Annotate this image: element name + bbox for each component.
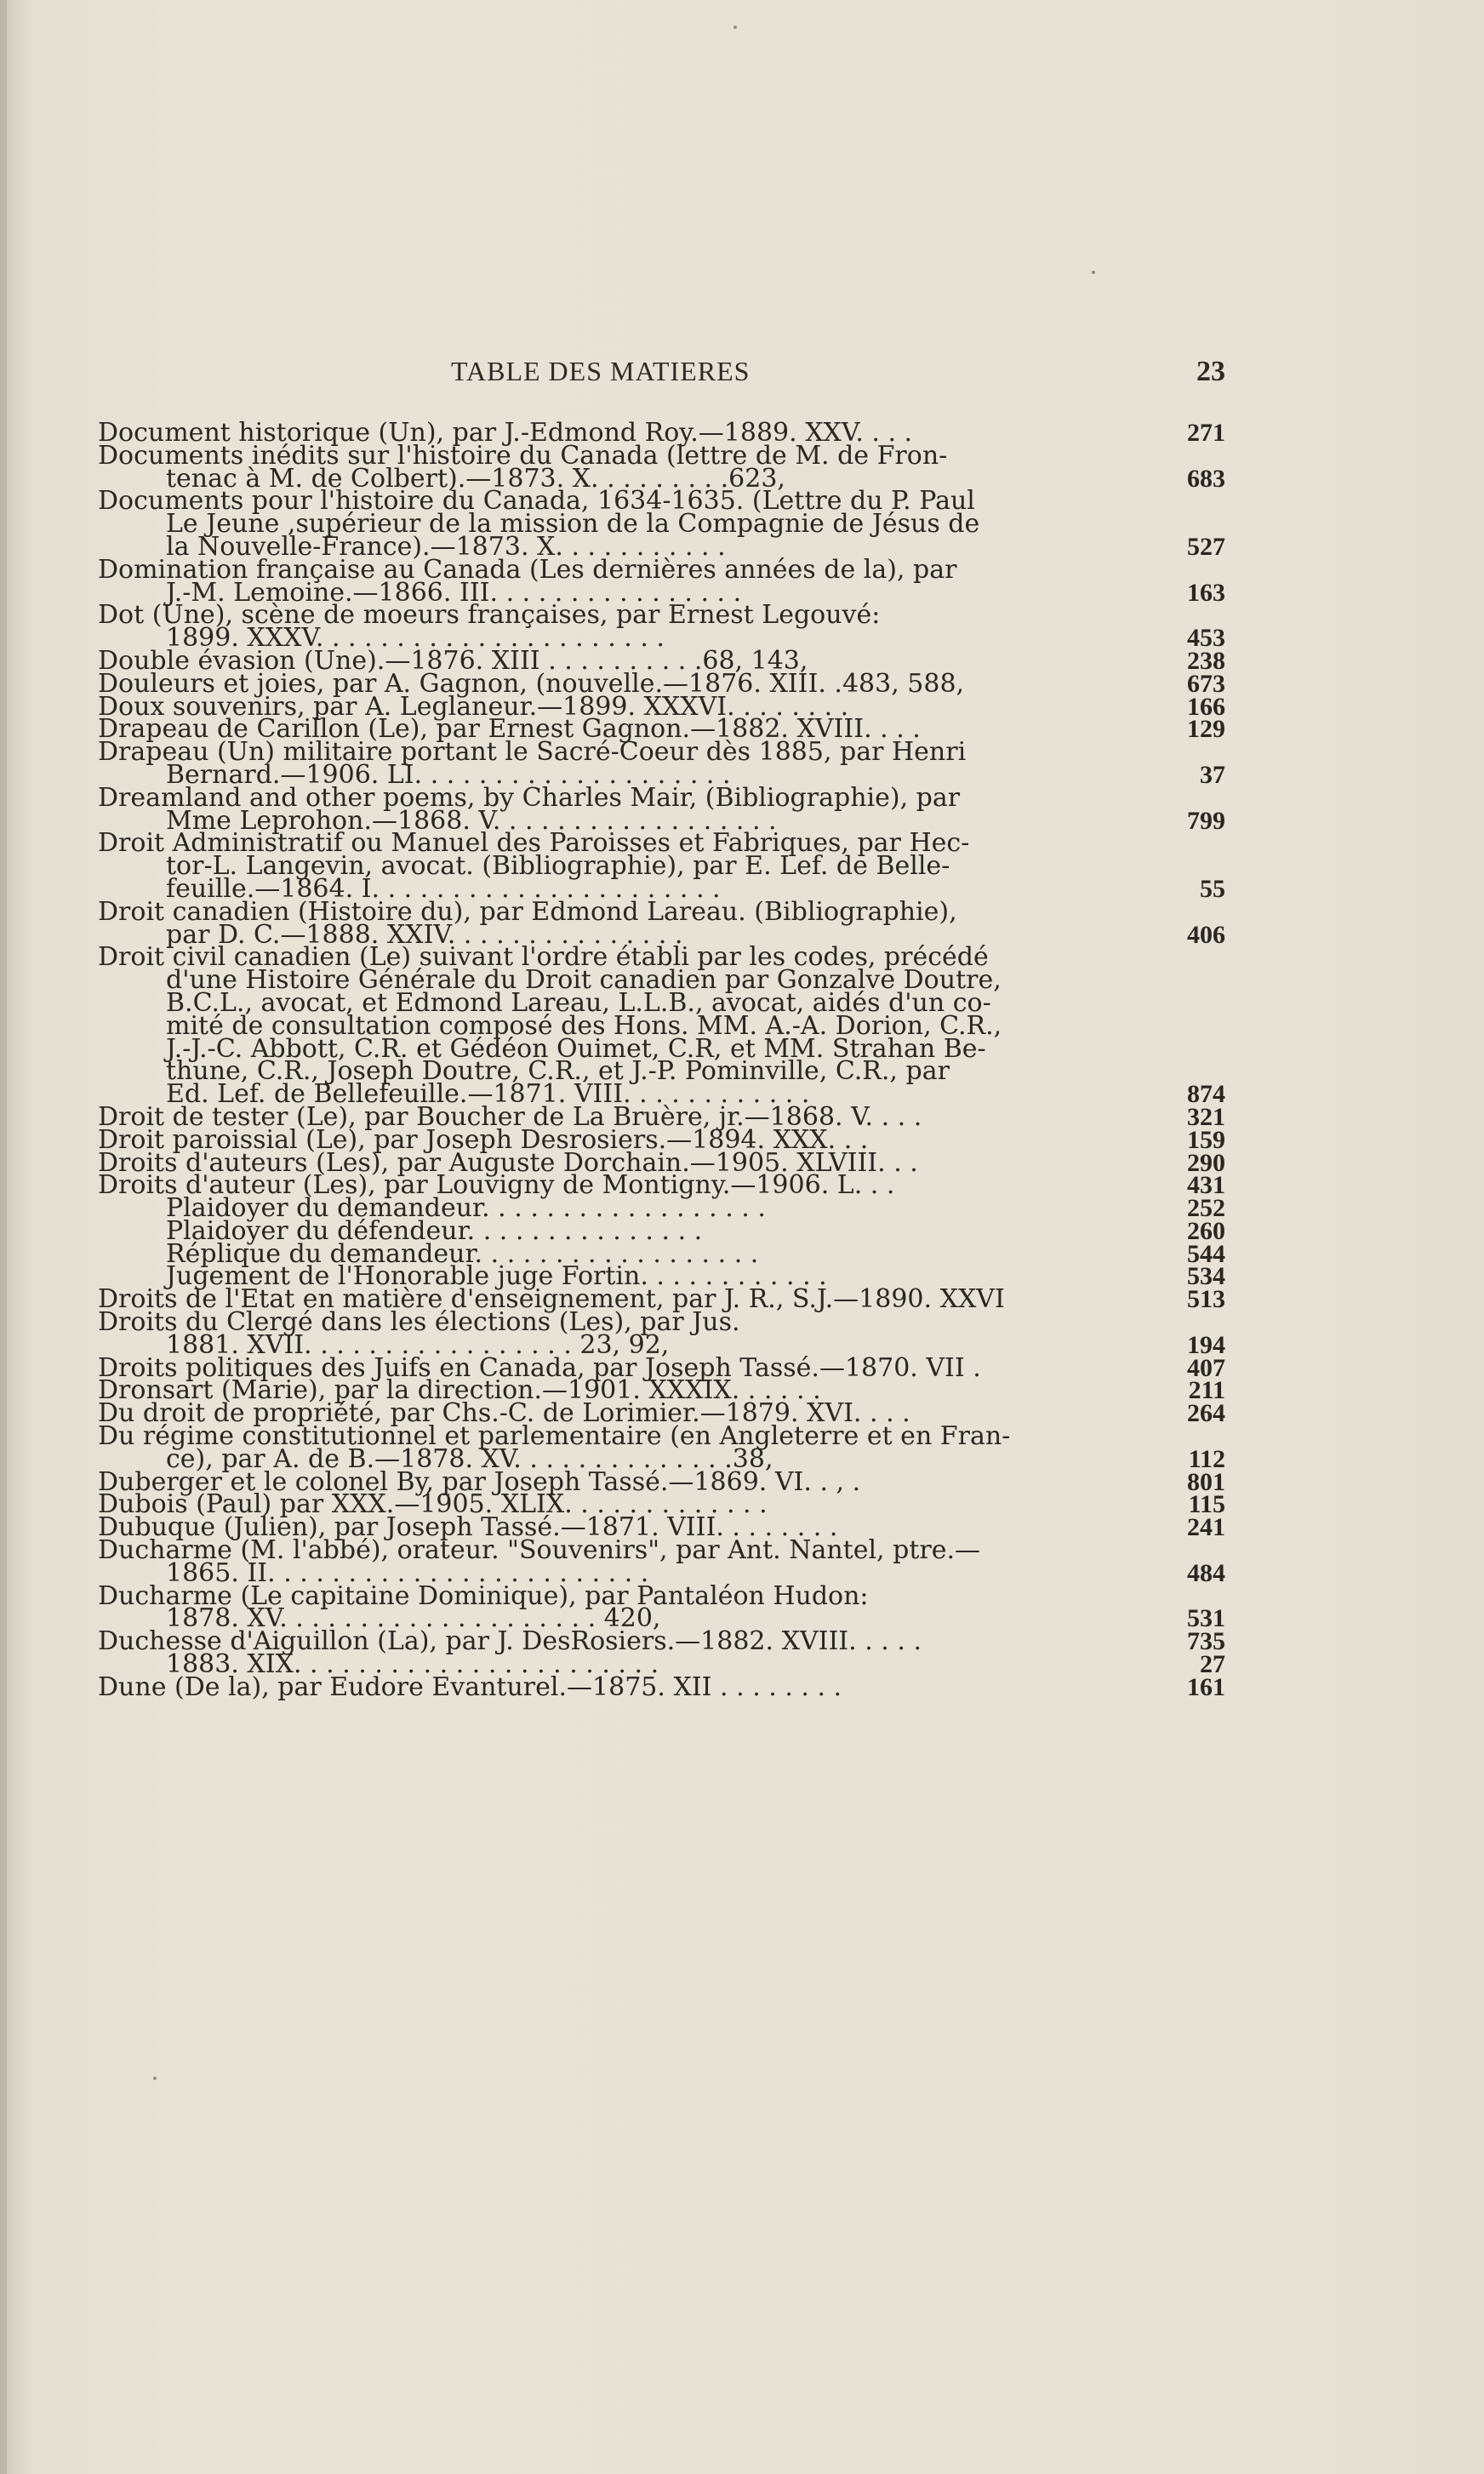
index-entry	[98, 486, 1225, 562]
entry-line-text: Dubuque (Julien), par Joseph Tassé.—1871. VIII. . . . . . . .	[98, 1512, 838, 1543]
entry-line-text: 1881. XVII. . . . . . . . . . . . . . . . . 23, 92,	[166, 1329, 670, 1360]
entry-line-text: Dreamland and other poems, by Charles Mair, (Bibliographie), par	[98, 782, 961, 813]
entry-line-text: Documents pour l'histoire du Canada, 1634-1635. (Lettre du P. Paul	[98, 486, 975, 517]
entry-line-text: feuille.—1864. I. . . . . . . . . . . . . . . . . . . . . .	[166, 873, 721, 904]
index-entry	[98, 737, 1225, 790]
entry-line-text: Documents inédits sur l'histoire du Canada (lettre de M. de Fron-	[98, 440, 948, 471]
entry-line-text: Document historique (Un), par J.-Edmond Roy.—1889. XXV. . . .	[98, 418, 913, 448]
paper-speck	[153, 2077, 157, 2080]
entry-line-text: Jugement de l'Honorable juge Fortin. . . . . . . . . . . .	[166, 1261, 827, 1292]
running-head	[102, 356, 1225, 398]
paper-speck	[733, 26, 737, 29]
page-reference: 194	[1187, 1330, 1225, 1359]
index-entry	[98, 600, 1225, 654]
page-reference: 55	[1200, 874, 1225, 903]
page-reference: 673	[1187, 669, 1225, 698]
running-title: TABLE DES MATIERES	[451, 356, 751, 386]
entry-line-text: thune, C.R., Joseph Doutre, C.R., et J.-P. Pominville, C.R., par	[166, 1056, 950, 1087]
page-reference: 252	[1187, 1194, 1225, 1223]
page-reference: 238	[1187, 646, 1225, 675]
page-reference: 241	[1187, 1513, 1225, 1542]
entry-line-text: J.-J.-C. Abbott, C.R. et Gédéon Ouimet, C.R, et MM. Strahan Be-	[166, 1033, 986, 1064]
entry-line-text: Doux souvenirs, par A. Leglaneur.—1899. XXXVI. . . . . . . .	[98, 691, 849, 722]
index-entry	[98, 1421, 1225, 1474]
index-entry	[98, 782, 1225, 836]
index-entry	[98, 554, 1225, 608]
page-number: 23	[1196, 356, 1225, 387]
page-reference: 484	[1187, 1558, 1225, 1587]
entry-line-text: Droit paroissial (Le), par Joseph Desrosiers.—1894. XXX. . .	[98, 1124, 869, 1155]
entry-line-text: Droits politiques des Juifs en Canada, par Joseph Tassé.—1870. VII .	[98, 1352, 981, 1383]
entry-line-text: mité de consultation composé des Hons. MM. A.-A. Dorion, C.R.,	[166, 1010, 1002, 1041]
entry-line-text: Dubois (Paul) par XXX.—1905. XLIX. . . . . . . . . . . . .	[98, 1489, 768, 1520]
page-reference: 544	[1187, 1239, 1225, 1268]
page-reference: 166	[1187, 692, 1225, 721]
entry-line-text: Droits d'auteurs (Les), par Auguste Dorchain.—1905. XLVIII. . .	[98, 1147, 918, 1178]
entry-line-text: Duberger et le colonel By, par Joseph Tassé.—1869. VI. . , .	[98, 1466, 861, 1497]
entry-line-text: tor-L. Langevin, avocat. (Bibliographie), par E. Lef. de Belle-	[166, 851, 950, 882]
index-entry	[98, 440, 1225, 494]
page-edge-shadow	[0, 0, 7, 2474]
page-reference: 406	[1187, 920, 1225, 949]
page-reference: 431	[1187, 1171, 1225, 1200]
entry-line-text: Duchesse d'Aiguillon (La), par J. DesRosiers.—1882. XVIII. . . . .	[98, 1626, 922, 1657]
index-entry	[98, 828, 1225, 904]
page-reference: 159	[1187, 1125, 1225, 1154]
entry-line-text: Domination française au Canada (Les dernières années de la), par	[98, 554, 957, 585]
page-reference: 531	[1187, 1604, 1225, 1633]
page-reference: 112	[1188, 1444, 1225, 1473]
page-reference: 290	[1187, 1148, 1225, 1177]
entry-line-text: Droits du Clergé dans les élections (Les), par Jus.	[98, 1307, 740, 1338]
index-entry	[98, 1671, 1225, 1702]
entry-line-text: Ducharme (M. l'abbé), orateur. "Souvenirs", par Ant. Nantel, ptre.—	[98, 1535, 981, 1566]
entry-line-text: Drapeau de Carillon (Le), par Ernest Gagnon.—1882. XVIII. . . .	[98, 714, 921, 745]
page-reference: 211	[1188, 1376, 1225, 1405]
entry-line-text: Le Jeune ,supérieur de la mission de la Compagnie de Jésus de	[166, 509, 980, 540]
entry-line-text: Droits de l'Etat en matière d'enseignement, par J. R., S.J.—1890. XXVI	[98, 1284, 1005, 1315]
entry-line-text: Dot (Une), scène de moeurs françaises, par Ernest Legouvé:	[98, 600, 881, 631]
index-entry	[98, 1307, 1225, 1360]
index-entry	[98, 1535, 1225, 1588]
entry-line-text: Réplique du demandeur. . . . . . . . . . . . . . . . . .	[166, 1238, 759, 1269]
entry-line-text: 1883. XIX. . . . . . . . . . . . . . . . . . . . . . .	[166, 1649, 659, 1680]
entry-line-text: 1878. XV. . . . . . . . . . . . . . . . . . . . 420,	[166, 1603, 661, 1634]
entry-line-text: Bernard.—1906. LI. . . . . . . . . . . . . . . . . . . .	[166, 759, 731, 790]
page-reference: 453	[1187, 624, 1225, 653]
entry-line-text: tenac à M. de Colbert).—1873. X. . . . . . . . .623,	[166, 463, 785, 494]
page-reference: 534	[1187, 1262, 1225, 1291]
page-reference: 407	[1187, 1353, 1225, 1382]
page-reference: 161	[1187, 1672, 1225, 1701]
page-reference: 799	[1187, 806, 1225, 835]
entry-line-text: 1899. XXXV. . . . . . . . . . . . . . . . . . . . . .	[166, 623, 665, 654]
entry-line-text: Droit Administratif ou Manuel des Paroisses et Fabriques, par Hec-	[98, 828, 970, 859]
paper-speck	[1092, 271, 1095, 274]
entry-line-text: Douleurs et joies, par A. Gagnon, (nouvelle.—1876. XIII. .483, 588,	[98, 668, 965, 699]
page-reference: 801	[1187, 1467, 1225, 1496]
entry-line-text: 1865. II. . . . . . . . . . . . . . . . . . . . . . . .	[166, 1557, 649, 1588]
page-reference: 37	[1200, 760, 1225, 789]
entry-line-text: la Nouvelle-France).—1873. X. . . . . . . . . . .	[166, 531, 726, 562]
page-reference: 264	[1187, 1399, 1225, 1428]
entry-line-text: par D. C.—1888. XXIV. . . . . . . . . . . . . . .	[166, 919, 683, 950]
entry-line-text: Droits d'auteur (Les), par Louvigny de Montigny.—1906. L. . .	[98, 1170, 895, 1201]
entry-line-text: Droit canadien (Histoire du), par Edmond Lareau. (Bibliographie),	[98, 896, 957, 927]
page-reference: 321	[1187, 1102, 1225, 1131]
page-reference: 735	[1187, 1627, 1225, 1656]
entry-line-text: Du régime constitutionnel et parlementaire (en Angleterre et en Fran-	[98, 1421, 1011, 1452]
entry-line-text: Plaidoyer du demandeur. . . . . . . . . . . . . . . . . .	[166, 1193, 766, 1224]
index-entry	[98, 896, 1225, 950]
entry-line-text: Droit civil canadien (Le) suivant l'ordre établi par les codes, précédé	[98, 942, 989, 973]
page-reference: 513	[1187, 1285, 1225, 1314]
page-reference: 115	[1188, 1490, 1225, 1519]
entry-line-text: Mme Leprohon.—1868. V. . . . . . . . . . . . . . . . . .	[166, 805, 777, 836]
index-entry	[98, 1580, 1225, 1634]
page-reference: 527	[1187, 532, 1225, 561]
entry-line-text: d'une Histoire Générale du Droit canadien par Gonzalve Doutre,	[166, 965, 1002, 996]
entry-line-text: Dune (De la), par Eudore Evanturel.—1875. XII . . . . . . . .	[98, 1671, 842, 1702]
page-reference: 163	[1187, 578, 1225, 607]
entry-line-text: Droit de tester (Le), par Boucher de La Bruère, jr.—1868. V. . . .	[98, 1101, 922, 1132]
page-reference: 874	[1187, 1080, 1225, 1109]
entry-line-text: Ed. Lef. de Bellefeuille.—1871. VIII. . . . . . . . . . . .	[166, 1079, 810, 1110]
page-reference: 129	[1187, 715, 1225, 744]
entry-line-text: Plaidoyer du défendeur. . . . . . . . . . . . . . .	[166, 1215, 703, 1246]
page-reference: 683	[1187, 464, 1225, 493]
index-list	[98, 418, 1225, 1702]
entry-text	[98, 1671, 1225, 1702]
entry-line-text: Drapeau (Un) militaire portant le Sacré-Coeur dès 1885, par Henri	[98, 737, 967, 768]
entry-line-text: B.C.L., avocat, et Edmond Lareau, L.L.B., avocat, aidés d'un co-	[166, 987, 991, 1018]
entry-line-text: Double évasion (Une).—1876. XIII . . . . . . . . . .68, 143,	[98, 645, 808, 676]
index-entry	[98, 942, 1225, 1110]
entry-line-text: ce), par A. de B.—1878. XV. . . . . . . . . . . . . .38,	[166, 1443, 773, 1474]
entry-line-text: Dronsart (Marie), par la direction.—1901. XXXIX. . . . . .	[98, 1375, 821, 1406]
page-reference: 260	[1187, 1216, 1225, 1245]
entry-line-text: Du droit de propriété, par Chs.-C. de Lorimier.—1879. XVI. . . .	[98, 1398, 910, 1429]
page-reference: 27	[1200, 1650, 1225, 1679]
entry-line-text: J.-M. Lemoine.—1866. III. . . . . . . . . . . . . . . .	[166, 577, 742, 608]
page-reference: 271	[1187, 419, 1225, 447]
entry-line-text: Ducharme (Le capitaine Dominique), par Pantaléon Hudon:	[98, 1580, 869, 1611]
